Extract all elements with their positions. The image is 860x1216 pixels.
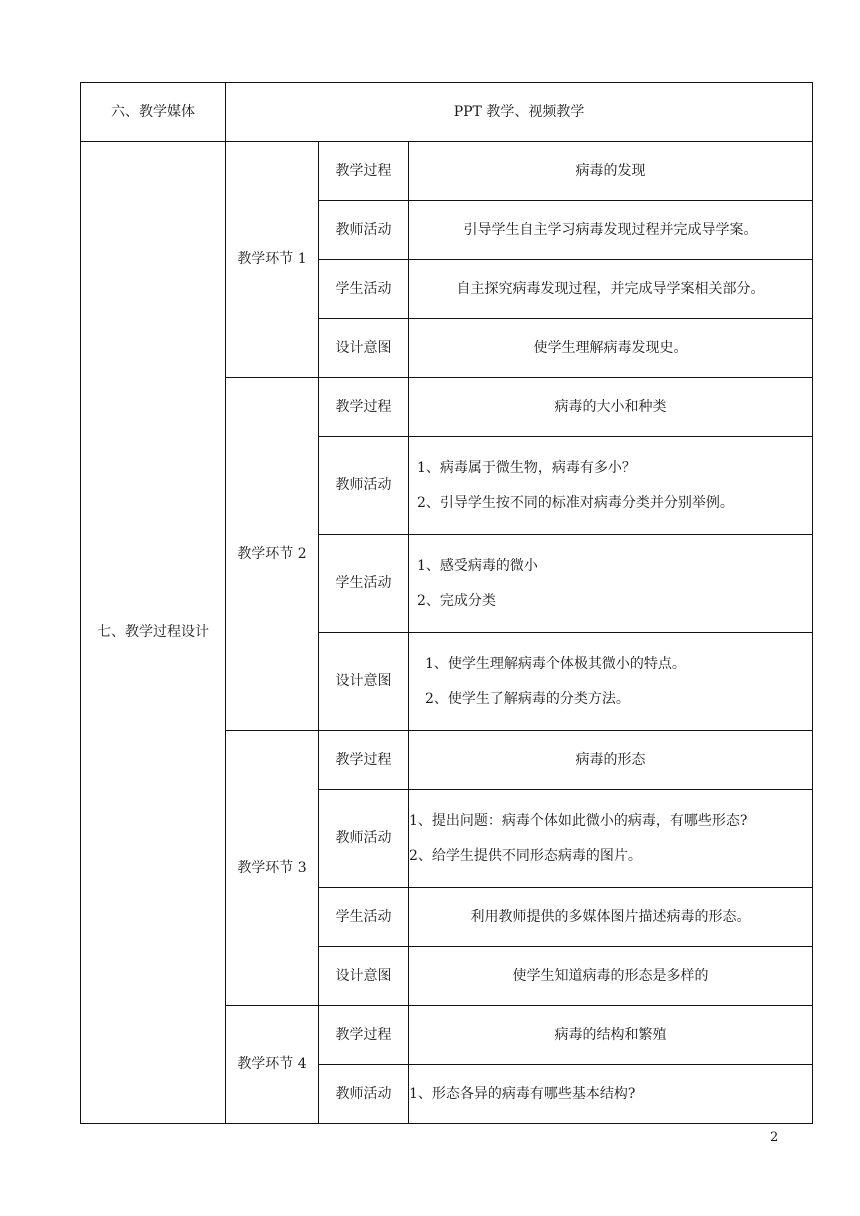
row-content: 病毒的发现: [409, 142, 813, 201]
section-1-name: 教学环节 1: [226, 142, 319, 378]
section-2-name: 教学环节 2: [226, 378, 319, 731]
row-content: 病毒的形态: [409, 731, 813, 790]
content-line: 2、完成分类: [417, 592, 496, 609]
row-label: 教学过程: [319, 731, 409, 790]
content-line: 1、感受病毒的微小: [417, 557, 538, 574]
row-label: 教师活动: [319, 437, 409, 535]
media-label: 六、教学媒体: [81, 83, 226, 142]
section-1-row-1: [81, 142, 813, 201]
row-label: 学生活动: [319, 260, 409, 319]
row-label: 教师活动: [319, 790, 409, 888]
content-line: 1、病毒属于微生物，病毒有多小？: [417, 459, 636, 476]
row-content: 使学生理解病毒发现史。: [409, 319, 813, 378]
page-number: 2: [770, 1130, 779, 1145]
row-content: 引导学生自主学习病毒发现过程并完成导学案。: [409, 201, 813, 260]
process-label: 七、教学过程设计: [81, 142, 226, 1124]
row-label: 学生活动: [319, 535, 409, 633]
row-content: [409, 535, 813, 633]
row-label: 学生活动: [319, 888, 409, 947]
content-line: 1、使学生理解病毒个体极其微小的特点。: [425, 655, 686, 672]
content-line: 2、引导学生按不同的标准对病毒分类并分别举例。: [417, 494, 734, 511]
row-content: 1、形态各异的病毒有哪些基本结构?: [409, 1065, 813, 1124]
content-line: 2、给学生提供不同形态病毒的图片。: [409, 847, 642, 864]
row-content: [409, 437, 813, 535]
row-content: 利用教师提供的多媒体图片描述病毒的形态。: [409, 888, 813, 947]
row-label: 设计意图: [319, 947, 409, 1006]
row-label: 教学过程: [319, 378, 409, 437]
content-line: 1、提出问题：病毒个体如此微小的病毒，有哪些形态?: [409, 812, 748, 829]
row-label: 设计意图: [319, 319, 409, 378]
row-content: 病毒的结构和繁殖: [409, 1006, 813, 1065]
section-3-name: 教学环节 3: [226, 731, 319, 1006]
lesson-plan-table: [80, 82, 813, 1124]
row-label: 设计意图: [319, 633, 409, 731]
row-label: 教师活动: [319, 1065, 409, 1124]
content-line: 2、使学生了解病毒的分类方法。: [425, 690, 630, 707]
media-row: [81, 83, 813, 142]
row-label: 教师活动: [319, 201, 409, 260]
row-content: 使学生知道病毒的形态是多样的: [409, 947, 813, 1006]
row-label: 教学过程: [319, 142, 409, 201]
section-4-name: 教学环节 4: [226, 1006, 319, 1124]
row-content: 病毒的大小和种类: [409, 378, 813, 437]
row-label: 教学过程: [319, 1006, 409, 1065]
row-content: [409, 633, 813, 731]
media-value: PPT 教学、视频教学: [226, 83, 813, 142]
row-content: [409, 790, 813, 888]
row-content: 自主探究病毒发现过程，并完成导学案相关部分。: [409, 260, 813, 319]
